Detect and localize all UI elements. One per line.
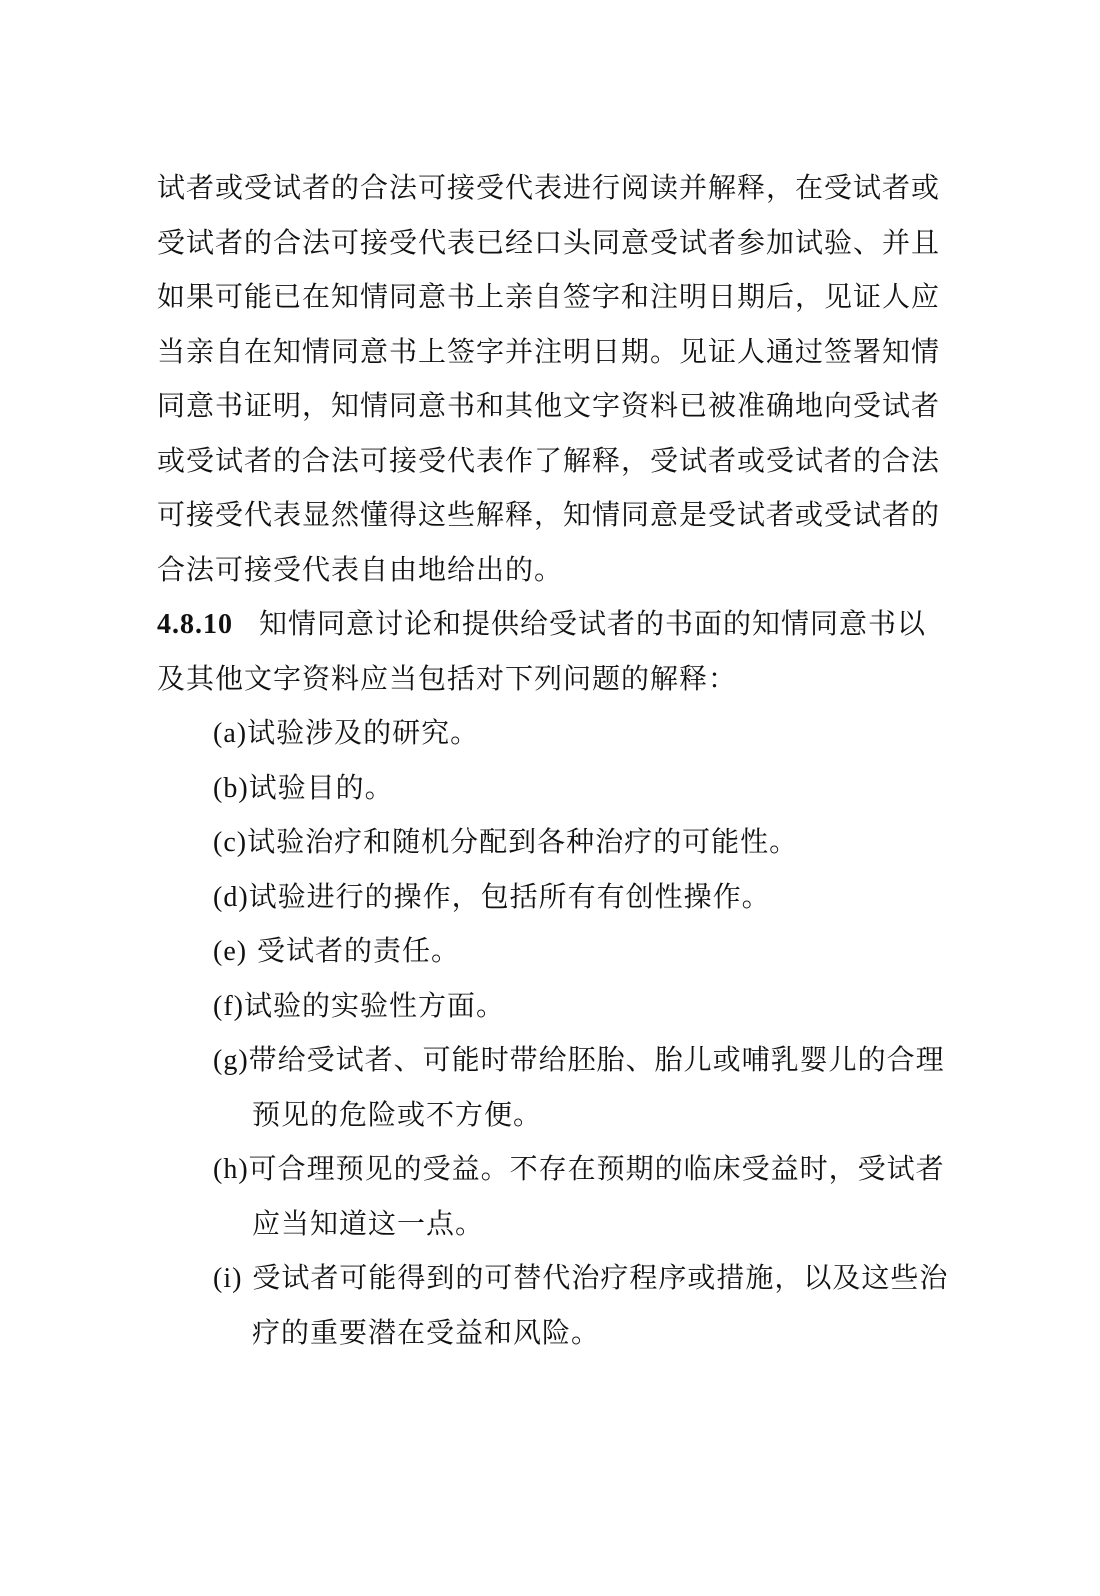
list-item-h-continuation: 应当知道这一点。 (252, 1207, 485, 1240)
paragraph-line: 当亲自在知情同意书上签字并注明日期。见证人通过签署知情 (157, 335, 941, 368)
item-marker: (e) (213, 936, 248, 967)
item-marker: (g) (213, 1045, 249, 1076)
section-heading-continuation: 及其他文字资料应当包括对下列问题的解释： (157, 662, 738, 695)
item-text: 受试者的责任。 (247, 934, 460, 967)
list-item-f (213, 986, 948, 1027)
list-item-d (213, 877, 948, 918)
item-marker: (c) (213, 827, 248, 858)
paragraph-line: 合法可接受代表自由地给出的。 (157, 553, 564, 586)
paragraph-line: 同意书证明，知情同意书和其他文字资料已被准确地向受试者 (157, 389, 941, 422)
item-text: 带给受试者、可能时带给胚胎、胎儿或哺乳婴儿的合理 (248, 1043, 945, 1076)
item-marker: (b) (213, 773, 249, 804)
item-text: 试验目的。 (248, 771, 394, 804)
list-item-c (213, 822, 948, 863)
list-item-a (213, 713, 948, 754)
list-item-h (213, 1149, 948, 1190)
paragraph-line: 或受试者的合法可接受代表作了解释，受试者或受试者的合法 (157, 444, 941, 477)
item-text: 试验进行的操作，包括所有有创性操作。 (248, 880, 771, 913)
item-text: 试验涉及的研究。 (247, 716, 480, 749)
item-text: 受试者可能得到的可替代治疗程序或措施，以及这些治 (242, 1261, 949, 1294)
item-text: 试验治疗和随机分配到各种治疗的可能性。 (247, 825, 799, 858)
section-heading-text: 知情同意讨论和提供给受试者的书面的知情同意书以 (259, 607, 927, 640)
item-text: 试验的实验性方面。 (243, 989, 505, 1022)
list-item-g (213, 1040, 948, 1081)
paragraph-line: 可接受代表显然懂得这些解释，知情同意是受试者或受试者的 (157, 498, 941, 531)
paragraph-line: 试者或受试者的合法可接受代表进行阅读并解释，在受试者或 (157, 171, 941, 204)
item-marker: (a) (213, 718, 248, 749)
section-number: 4.8.10 (157, 609, 233, 640)
list-item-b (213, 768, 948, 809)
paragraph-line: 受试者的合法可接受代表已经口头同意受试者参加试验、并且 (157, 226, 941, 259)
list-item-i-continuation: 疗的重要潜在受益和风险。 (252, 1316, 601, 1349)
list-item-g-continuation: 预见的危险或不方便。 (252, 1098, 543, 1131)
item-marker: (h) (213, 1154, 249, 1185)
item-text: 可合理预见的受益。不存在预期的临床受益时，受试者 (248, 1152, 945, 1185)
list-item-e (213, 931, 948, 972)
item-marker: (f) (213, 991, 244, 1022)
item-marker: (i) (213, 1263, 243, 1294)
item-marker: (d) (213, 882, 249, 913)
list-item-i (213, 1258, 948, 1299)
section-heading (157, 604, 947, 645)
paragraph-line: 如果可能已在知情同意书上亲自签字和注明日期后，见证人应 (157, 280, 941, 313)
